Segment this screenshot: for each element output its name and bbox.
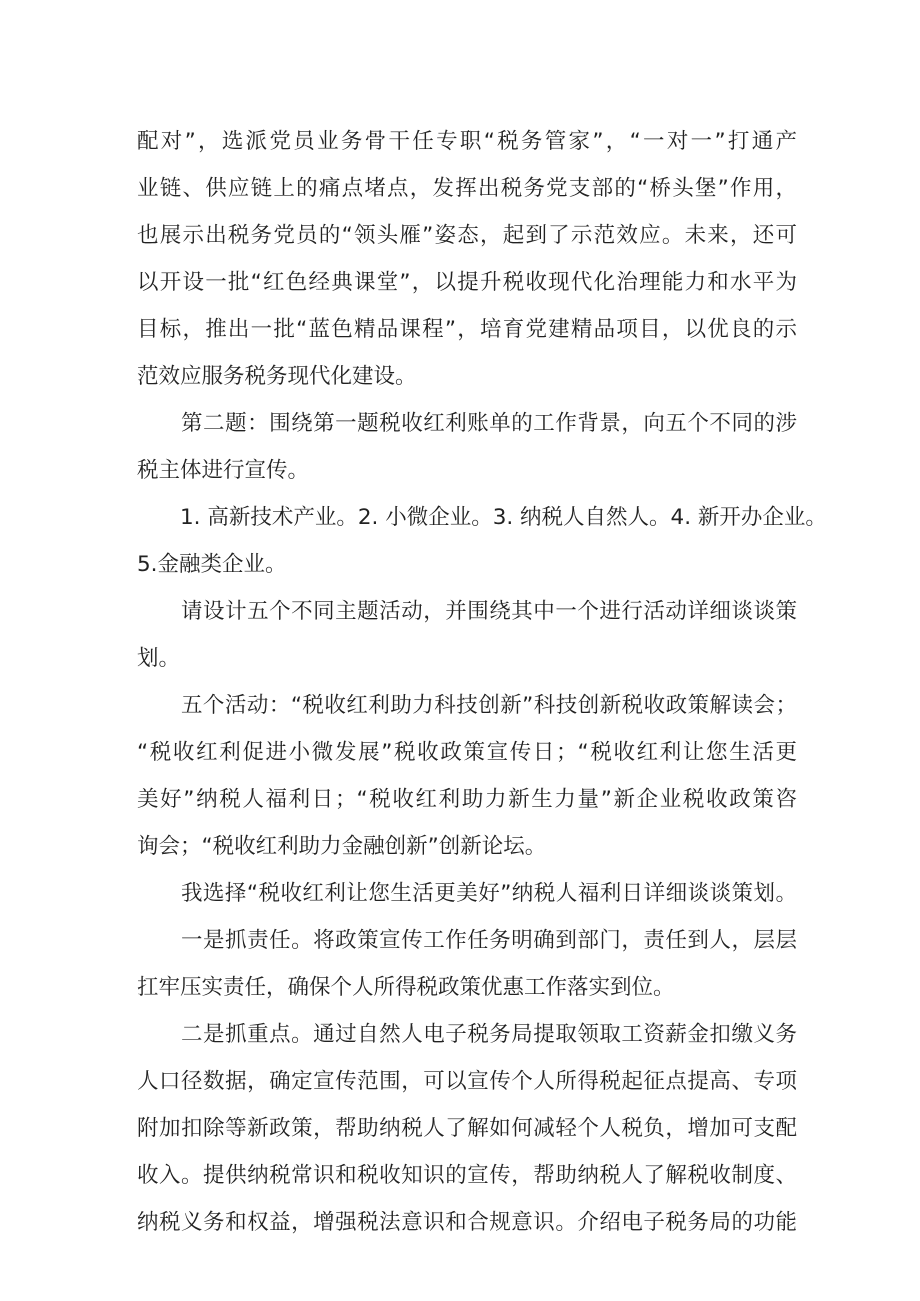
text-line: 第二题：围绕第一题税收红利账单的工作背景，向五个不同的涉 — [137, 411, 797, 436]
text-line: 美好”纳税人福利日；“税收红利助力新生力量”新企业税收政策咨 — [137, 787, 797, 812]
text-line: 扛牢压实责任，确保个人所得税政策优惠工作落实到位。 — [137, 975, 675, 1000]
text-line: 税主体进行宣传。 — [137, 458, 310, 483]
text-line: 也展示出税务党员的“领头雁”姿态，起到了示范效应。未来，还可 — [137, 223, 797, 248]
text-line: 我选择“税收红利让您生活更美好”纳税人福利日详细谈谈策划。 — [137, 881, 797, 906]
text-line: 5.金融类企业。 — [137, 552, 287, 577]
text-line: 业链、供应链上的痛点堵点，发挥出税务党支部的“桥头堡”作用， — [137, 176, 797, 201]
text-line: 一是抓责任。将政策宣传工作任务明确到部门，责任到人，层层 — [137, 928, 797, 953]
text-line: 纳税义务和权益，增强税法意识和合规意识。介绍电子税务局的功能 — [137, 1210, 797, 1235]
text-line: 范效应服务税务现代化建设。 — [137, 364, 417, 389]
text-line: “税收红利促进小微发展”税收政策宣传日；“税收红利让您生活更 — [137, 740, 797, 765]
text-line: 划。 — [137, 646, 181, 671]
text-line: 1. 高新技术产业。2. 小微企业。3. 纳税人自然人。4. 新开办企业。 — [137, 505, 827, 530]
text-line: 目标，推出一批“蓝色精品课程”，培育党建精品项目，以优良的示 — [137, 317, 797, 342]
text-line: 五个活动：“税收红利助力科技创新”科技创新税收政策解读会； — [137, 693, 797, 718]
text-line: 配对”，选派党员业务骨干任专职“税务管家”，“一对一”打通产 — [137, 129, 797, 154]
text-line: 人口径数据，确定宣传范围，可以宣传个人所得税起征点提高、专项 — [137, 1069, 797, 1094]
text-line: 收入。提供纳税常识和税收知识的宣传，帮助纳税人了解税收制度、 — [137, 1163, 797, 1188]
text-line: 附加扣除等新政策，帮助纳税人了解如何减轻个人税负，增加可支配 — [137, 1116, 797, 1141]
text-line: 询会；“税收红利助力金融创新”创新论坛。 — [137, 834, 547, 859]
text-line: 请设计五个不同主题活动，并围绕其中一个进行活动详细谈谈策 — [137, 599, 797, 624]
text-line: 二是抓重点。通过自然人电子税务局提取领取工资薪金扣缴义务 — [137, 1022, 797, 1047]
text-line: 以开设一批“红色经典课堂”，以提升税收现代化治理能力和水平为 — [137, 270, 797, 295]
